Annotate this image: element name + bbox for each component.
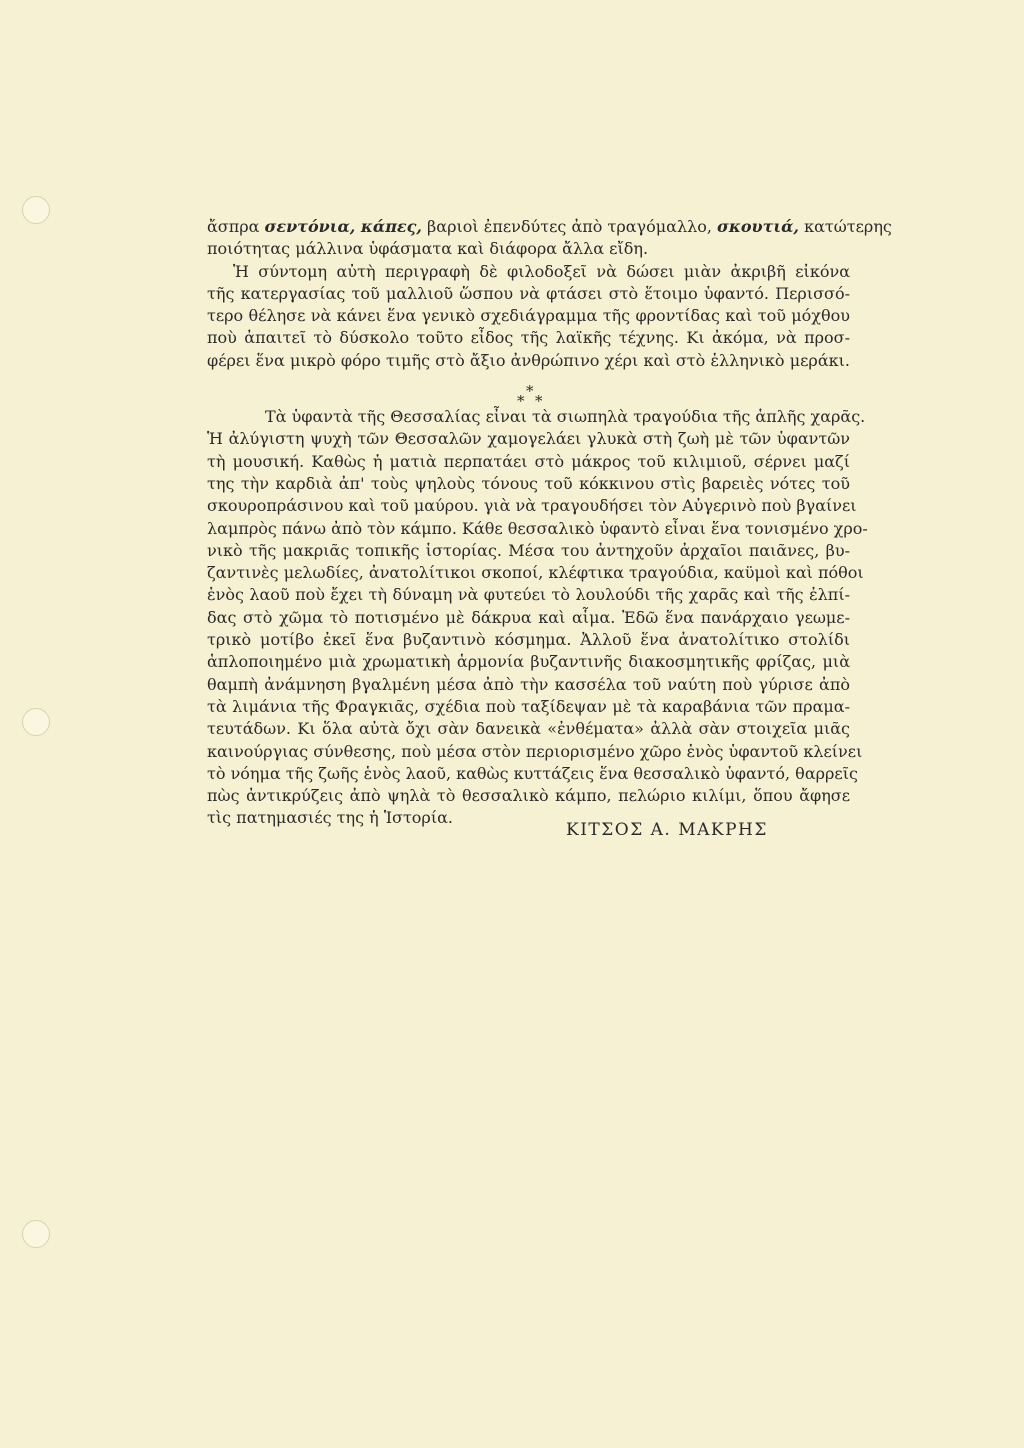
- text-run: ἄσπρα: [207, 217, 265, 236]
- paragraph-3-line: τὰ λιμάνια τῆς Φραγκιᾶς, σχέδια ποὺ ταξίδεψαν μὲ τὰ καραβάνια τῶν πραμα-: [207, 696, 850, 716]
- asterism-star: *: [517, 392, 525, 411]
- paragraph-3-line: πὼς ἀντικρύζεις ἀπὸ ψηλὰ τὸ θεσσαλικὸ κάμπο, πελώριο κιλίμι, ὅπου ἄφησε: [207, 786, 850, 806]
- italic-term: σεντόνια, κάπες,: [264, 217, 422, 236]
- paragraph-3-line: ἑνὸς λαοῦ ποὺ ἔχει τὴ δύναμη νὰ φυτεύει τὸ λουλούδι τῆς χαρᾶς καὶ τῆς ἐλπί-: [207, 585, 850, 605]
- paragraph-3-line: ζαντινὲς μελωδίες, ἀνατολίτικοι σκοποί, κλέφτικα τραγούδια, καϋμοὶ καὶ πόθοι: [207, 563, 864, 583]
- paragraph-1-line-2: [207, 238, 850, 260]
- paragraph-2: [207, 261, 850, 372]
- binder-hole-middle: [22, 708, 50, 736]
- paragraph-2-line: φέρει ἕνα μικρὸ φόρο τιμῆς στὸ ἄξιο ἀνθρώπινο χέρι καὶ στὸ ἑλληνικὸ μεράκι.: [207, 350, 850, 370]
- asterism-star: *: [526, 382, 534, 401]
- paragraph-2-line: τερο θέλησε νὰ κάνει ἕνα γενικὸ σχεδιάγραμμα τῆς φροντίδας καὶ τοῦ μόχθου: [207, 306, 850, 326]
- paragraph-3-line: τευτάδων. Κι ὅλα αὐτὰ ὄχι σὰν δανεικὰ «ἐνθέματα» ἀλλὰ σὰν στοιχεῖα μιᾶς: [207, 719, 850, 739]
- paragraph-3-line: τὴ μουσική. Καθὼς ἡ ματιὰ περπατάει στὸ μάκρος τοῦ κιλιμιοῦ, σέρνει μαζί: [207, 451, 850, 471]
- paragraph-3-line: νικὸ τῆς μακριᾶς τοπικῆς ἱστορίας. Μέσα του ἀντηχοῦν ἀρχαῖοι παιᾶνες, βυ-: [207, 540, 850, 560]
- paragraph-3-line: θαμπὴ ἀνάμνηση βγαλμένη μέσα ἀπὸ τὴν κασσέλα τοῦ ναύτη ποὺ γύρισε ἀπὸ: [207, 674, 850, 694]
- binder-hole-bottom: [22, 1220, 50, 1248]
- paragraph-1-line-1: [207, 216, 892, 238]
- paragraph-3: [207, 406, 868, 830]
- paragraph-2-line: ποὺ ἀπαιτεῖ τὸ δύσκολο τοῦτο εἶδος τῆς λαϊκῆς τέχνης. Κι ἀκόμα, νὰ προσ-: [207, 328, 850, 348]
- author-signature: ΚΙΤΣΟΣ Α. ΜΑΚΡΗΣ: [566, 820, 768, 840]
- paragraph-3-line: Τὰ ὑφαντὰ τῆς Θεσσαλίας εἶναι τὰ σιωπηλὰ τραγούδια τῆς ἁπλῆς χαρᾶς.: [265, 407, 866, 427]
- article-body: [207, 216, 892, 830]
- binder-hole-top: [22, 196, 50, 224]
- paragraph-3-line: ἁπλοποιημένο μιὰ χρωματικὴ ἁρμονία βυζαντινῆς διακοσμητικῆς φρίζας, μιὰ: [207, 652, 850, 672]
- paragraph-3-line: σκουροπράσινου καὶ τοῦ μαύρου. γιὰ νὰ τραγουδήσει τὸν Αὐγερινὸ ποὺ βγαίνει: [207, 496, 857, 516]
- paragraph-2-line: Ἡ σύντομη αὐτὴ περιγραφὴ δὲ φιλοδοξεῖ νὰ δώσει μιὰν ἀκριβῆ εἰκόνα: [233, 261, 850, 281]
- section-asterism: [207, 372, 850, 411]
- asterism-star: *: [535, 392, 543, 411]
- paragraph-3-line: δας στὸ χῶμα τὸ ποτισμένο μὲ δάκρυα καὶ αἷμα. Ἐδῶ ἕνα πανάρχαιο γεωμε-: [207, 607, 850, 627]
- text-run: βαριοὶ ἐπενδύτες ἀπὸ τραγόμαλλο,: [421, 217, 718, 236]
- paragraph-1: [207, 216, 892, 261]
- paragraph-3-line: λαμπρὸς πάνω ἀπὸ τὸν κάμπο. Κάθε θεσσαλικὸ ὑφαντὸ εἶναι ἕνα τονισμένο χρο-: [207, 518, 868, 538]
- paragraph-3-line: καινούργιας σύνθεσης, ποὺ μέσα στὸν περιορισμένο χῶρο ἑνὸς ὑφαντοῦ κλείνει: [207, 741, 863, 761]
- paragraph-3-line: της τὴν καρδιὰ ἀπ' τοὺς ψηλοὺς τόνους τοῦ κόκκινου στὶς βαρειὲς νότες τοῦ: [207, 473, 850, 493]
- paragraph-3-line: τὸ νόημα τῆς ζωῆς ἑνὸς λαοῦ, καθὼς κυττάζεις ἕνα θεσσαλικὸ ὑφαντό, θαρρεῖς: [207, 763, 858, 783]
- paragraph-2-line: τῆς κατεργασίας τοῦ μαλλιοῦ ὥσπου νὰ φτάσει στὸ ἕτοιμο ὑφαντό. Περισσό-: [207, 283, 850, 303]
- paragraph-3-line: τὶς πατημασιές της ἡ Ἱστορία.: [207, 808, 453, 828]
- text-run: ποιότητας μάλλινα ὑφάσματα καὶ διάφορα ἄλλα εἴδη.: [207, 239, 649, 259]
- paragraph-3-line: Ἡ ἀλύγιστη ψυχὴ τῶν Θεσσαλῶν χαμογελάει γλυκὰ στὴ ζωὴ μὲ τῶν ὑφαντῶν: [207, 429, 850, 449]
- italic-term: σκουτιά,: [717, 217, 799, 236]
- text-run: κατώτερης: [798, 217, 892, 236]
- paragraph-3-line: τρικὸ μοτίβο ἐκεῖ ἕνα βυζαντινὸ κόσμημα. Ἀλλοῦ ἕνα ἀνατολίτικο στολίδι: [207, 630, 850, 650]
